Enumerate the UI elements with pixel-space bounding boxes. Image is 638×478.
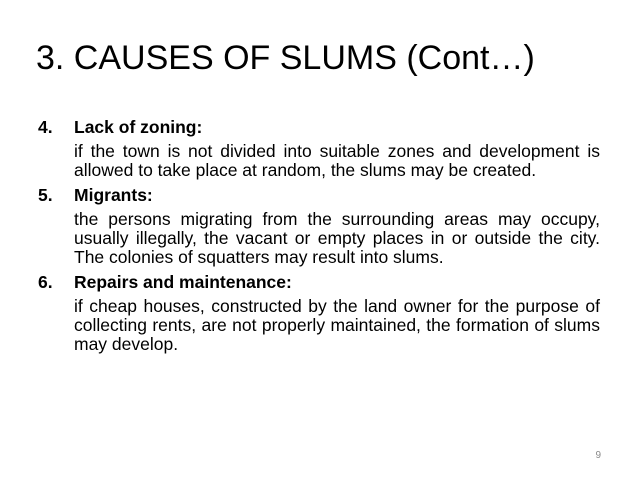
item-heading: Migrants:: [74, 185, 153, 205]
item-description: if the town is not divided into suitable zones and development is allowed to take place at random, the slums may be created.: [74, 141, 600, 180]
item-heading-row: [38, 183, 600, 207]
list-item-lack-of-zoning: [38, 115, 600, 180]
item-heading-row: [38, 270, 600, 294]
slide-title: 3. CAUSES OF SLUMS (Cont…): [36, 39, 535, 77]
page-number: 9: [595, 450, 601, 461]
item-number: 6.: [38, 272, 53, 292]
item-description: if cheap houses, constructed by the land owner for the purpose of collecting rents, are not properly maintained, the formation of slums may develop.: [74, 296, 600, 354]
list-item-repairs-and-maintenance: [38, 270, 600, 354]
item-heading-row: [38, 115, 600, 139]
item-number: 4.: [38, 117, 53, 137]
item-number: 5.: [38, 185, 53, 205]
content-list: [38, 115, 600, 357]
item-description: the persons migrating from the surrounding areas may occupy, usually illegally, the vacant or empty places in or outside the city. The colonies of squatters may result into slums.: [74, 209, 600, 267]
item-heading: Lack of zoning:: [74, 117, 203, 137]
list-item-migrants: [38, 183, 600, 267]
item-heading: Repairs and maintenance:: [74, 272, 292, 292]
